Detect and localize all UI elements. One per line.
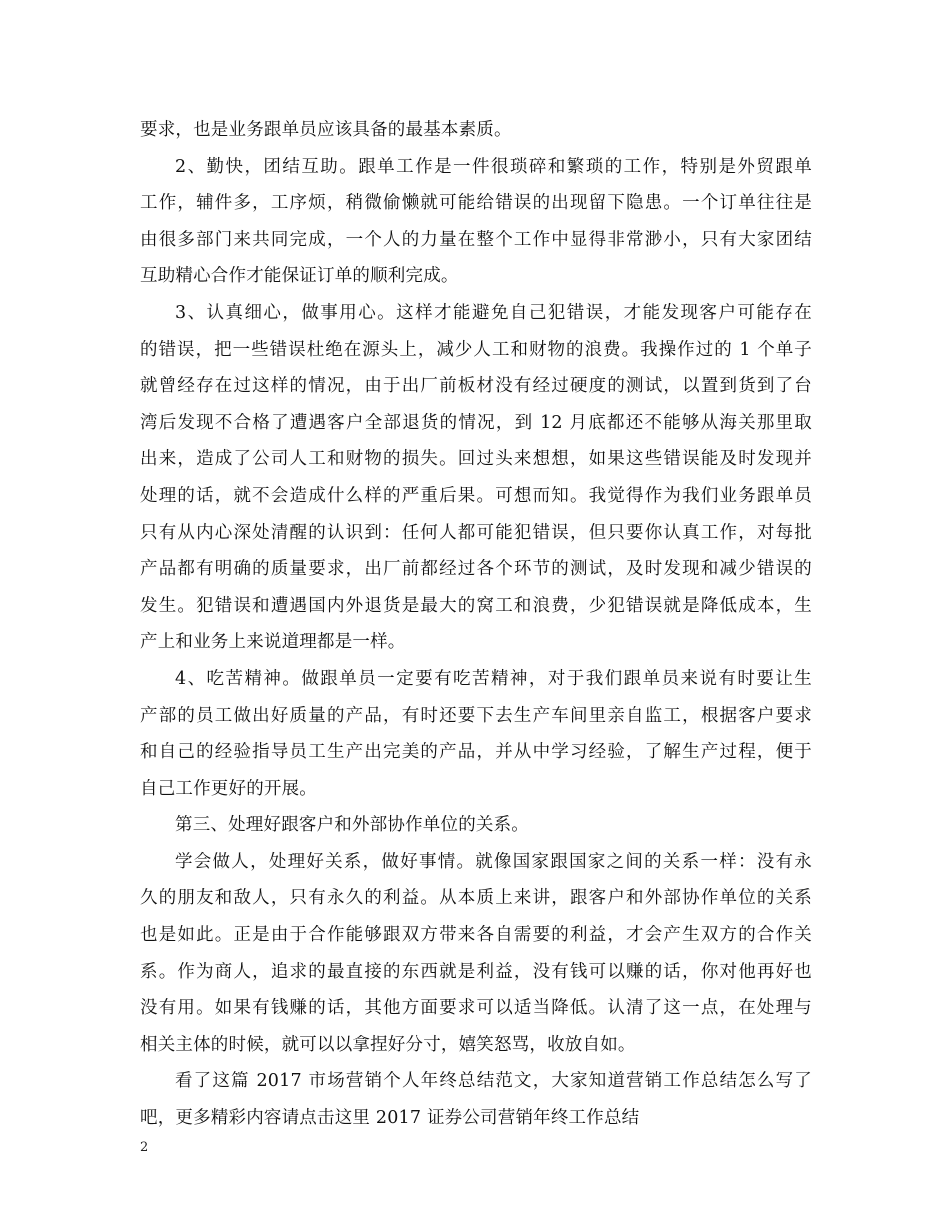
paragraph-line: 相关主体的时候，就可以以拿捏好分寸，嬉笑怒骂，收放自如。 <box>140 1034 636 1055</box>
paragraph-line: 看了这篇 2017 市场营销个人年终总结范文，大家知道营销工作总结怎么写了 <box>175 1071 812 1092</box>
paragraph-line: 出来，造成了公司人工和财物的损失。回过头来想想，如果这些错误能及时发现并 <box>140 449 812 470</box>
paragraph-line: 要求，也是业务跟单员应该具备的最基本素质。 <box>140 120 512 140</box>
section-heading: 第三、处理好跟客户和外部协作单位的关系。 <box>175 815 529 836</box>
paragraph-line: 产部的员工做出好质量的产品，有时还要下去生产车间里亲自监工，根据客户要求 <box>140 705 812 726</box>
paragraph-line: 产品都有明确的质量要求，出厂前都经过各个环节的测试，及时发现和减少错误的 <box>140 559 812 580</box>
page-number: 2 <box>140 1140 149 1155</box>
paragraph-line: 也是如此。正是由于合作能够跟双方带来各自需要的利益，才会产生双方的合作关 <box>140 925 812 946</box>
paragraph-line: 的错误，把一些错误杜绝在源头上，减少人工和财物的浪费。我操作过的 1 个单子 <box>140 339 812 360</box>
document-body <box>140 112 812 1137</box>
paragraph-line: 发生。犯错误和遭遇国内外退货是最大的窝工和浪费，少犯错误就是降低成本，生 <box>140 595 812 616</box>
paragraph-line: 就曾经存在过这样的情况，由于出厂前板材没有经过硬度的测试，以置到货到了台 <box>140 376 812 397</box>
paragraph-line: 和自己的经验指导员工生产出完美的产品，并从中学习经验，了解生产过程，便于 <box>140 742 812 763</box>
paragraph-line: 产上和业务上来说道理都是一样。 <box>140 632 406 653</box>
paragraph-line: 互助精心合作才能保证订单的顺利完成。 <box>140 266 459 287</box>
paragraph-line: 湾后发现不合格了遭遇客户全部退货的情况，到 12 月底都还不能够从海关那里取 <box>140 412 812 433</box>
paragraph-line: 吧，更多精彩内容请点击这里 2017 证券公司营销年终工作总结 <box>140 1108 640 1129</box>
paragraph-line: 学会做人，处理好关系，做好事情。就像国家跟国家之间的关系一样：没有永 <box>175 851 812 872</box>
paragraph-line: 3、认真细心，做事用心。这样才能避免自己犯错误，才能发现客户可能存在 <box>175 302 812 323</box>
paragraph-line: 自己工作更好的开展。 <box>140 778 317 799</box>
paragraph-line: 系。作为商人，追求的最直接的东西就是利益，没有钱可以赚的话，你对他再好也 <box>140 961 812 982</box>
paragraph-line: 由很多部门来共同完成，一个人的力量在整个工作中显得非常渺小，只有大家团结 <box>140 229 812 250</box>
paragraph-line: 只有从内心深处清醒的认识到：任何人都可能犯错误，但只要你认真工作，对每批 <box>140 522 812 543</box>
paragraph-line: 工作，辅件多，工序烦，稍微偷懒就可能给错误的出现留下隐患。一个订单往往是 <box>140 193 812 214</box>
paragraph-line: 没有用。如果有钱赚的话，其他方面要求可以适当降低。认清了这一点，在处理与 <box>140 998 812 1019</box>
paragraph-line: 久的朋友和敌人，只有永久的利益。从本质上来讲，跟客户和外部协作单位的关系 <box>140 888 812 909</box>
paragraph-line: 2、勤快，团结互助。跟单工作是一件很琐碎和繁琐的工作，特别是外贸跟单 <box>175 156 812 177</box>
paragraph-line: 处理的话，就不会造成什么样的严重后果。可想而知。我觉得作为我们业务跟单员 <box>140 485 812 506</box>
paragraph-line: 4、吃苦精神。做跟单员一定要有吃苦精神，对于我们跟单员来说有时要让生 <box>175 668 812 689</box>
